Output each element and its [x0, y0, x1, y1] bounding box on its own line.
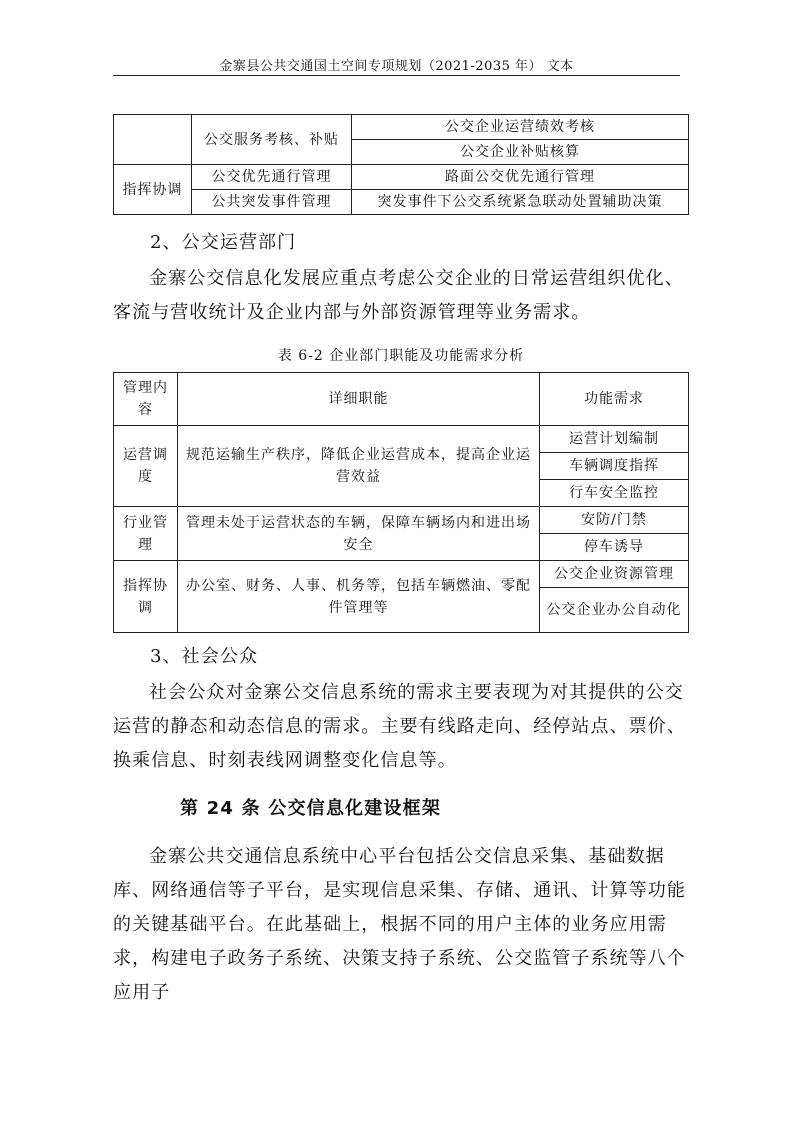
table-cell-detail: 公交企业补贴核算 — [352, 140, 689, 165]
header-rule — [113, 75, 680, 76]
table-cell-need: 行车安全监控 — [540, 480, 689, 507]
table-cell-item: 公交优先通行管理 — [192, 165, 352, 190]
table-cell-item: 公共突发事件管理 — [192, 190, 352, 215]
table-cell-duty: 办公室、财务、人事、机务等，包括车辆燃油、零配件管理等 — [178, 561, 540, 633]
table-cell-detail: 路面公交优先通行管理 — [352, 165, 689, 190]
table-cell-need: 公交企业资源管理 — [540, 561, 689, 588]
table-cell-category: 行业管理 — [114, 507, 178, 561]
paragraph: 社会公众对金寨公交信息系统的需求主要表现为对其提供的公交运营的静态和动态信息的需求。主要有线路走向、经停站点、票价、换乘信息、时刻表线网调整变化信息等。 — [113, 682, 686, 771]
page-header: 金寨县公共交通国土空间专项规划（2021-2035 年） 文本 — [219, 59, 574, 74]
table-cell-detail: 突发事件下公交系统紧急联动处置辅助决策 — [352, 190, 689, 215]
paragraph: 金寨公交信息化发展应重点考虑公交企业的日常运营组织优化、客流与营收统计及企业内部与外部资源管理等业务需求。 — [113, 268, 684, 323]
table-cell-group: 指挥协调 — [114, 165, 192, 215]
table-header-row — [114, 373, 689, 426]
table-row — [114, 190, 689, 215]
table-cell-need: 运营计划编制 — [540, 426, 689, 453]
table-row — [114, 561, 689, 588]
table-command-functions — [113, 114, 689, 215]
table-cell-need: 安防/门禁 — [540, 507, 689, 534]
table-cell-category: 指挥协调 — [114, 561, 178, 633]
table-row — [114, 426, 689, 453]
article-heading: 第 24 条 公交信息化建设框架 — [180, 798, 442, 819]
section-heading: 3、社会公众 — [150, 646, 259, 667]
table-department-functions — [113, 372, 689, 633]
table-caption: 表 6-2 企业部门职能及功能需求分析 — [277, 348, 525, 364]
table-row — [114, 165, 689, 190]
table-cell-duty: 规范运输生产秩序，降低企业运营成本，提高企业运营效益 — [178, 426, 540, 507]
table-header-cell: 详细职能 — [178, 373, 540, 426]
table-header-cell: 功能需求 — [540, 373, 689, 426]
table-cell-group — [114, 115, 192, 165]
table-cell-detail: 公交企业运营绩效考核 — [352, 115, 689, 140]
table-header-cell: 管理内容 — [114, 373, 178, 426]
table-cell-need: 车辆调度指挥 — [540, 453, 689, 480]
table-cell-duty: 管理未处于运营状态的车辆，保障车辆场内和进出场安全 — [178, 507, 540, 561]
table-row — [114, 507, 689, 534]
table-cell-need: 公交企业办公自动化 — [540, 588, 689, 633]
table-row — [114, 115, 689, 140]
section-heading: 2、公交运营部门 — [150, 232, 297, 253]
table-cell-category: 运营调度 — [114, 426, 178, 507]
table-cell-need: 停车诱导 — [540, 534, 689, 561]
paragraph: 金寨公共交通信息系统中心平台包括公交信息采集、基础数据库、网络通信等子平台，是实现信息采集、存储、通讯、计算等功能的关键基础平台。在此基础上，根据不同的用户主体的业务应用需求，构建电子政务子系统、决策支持子系统、公交监管子系统等八个应用子 — [113, 846, 686, 1003]
table-cell-item: 公交服务考核、补贴 — [192, 115, 352, 165]
